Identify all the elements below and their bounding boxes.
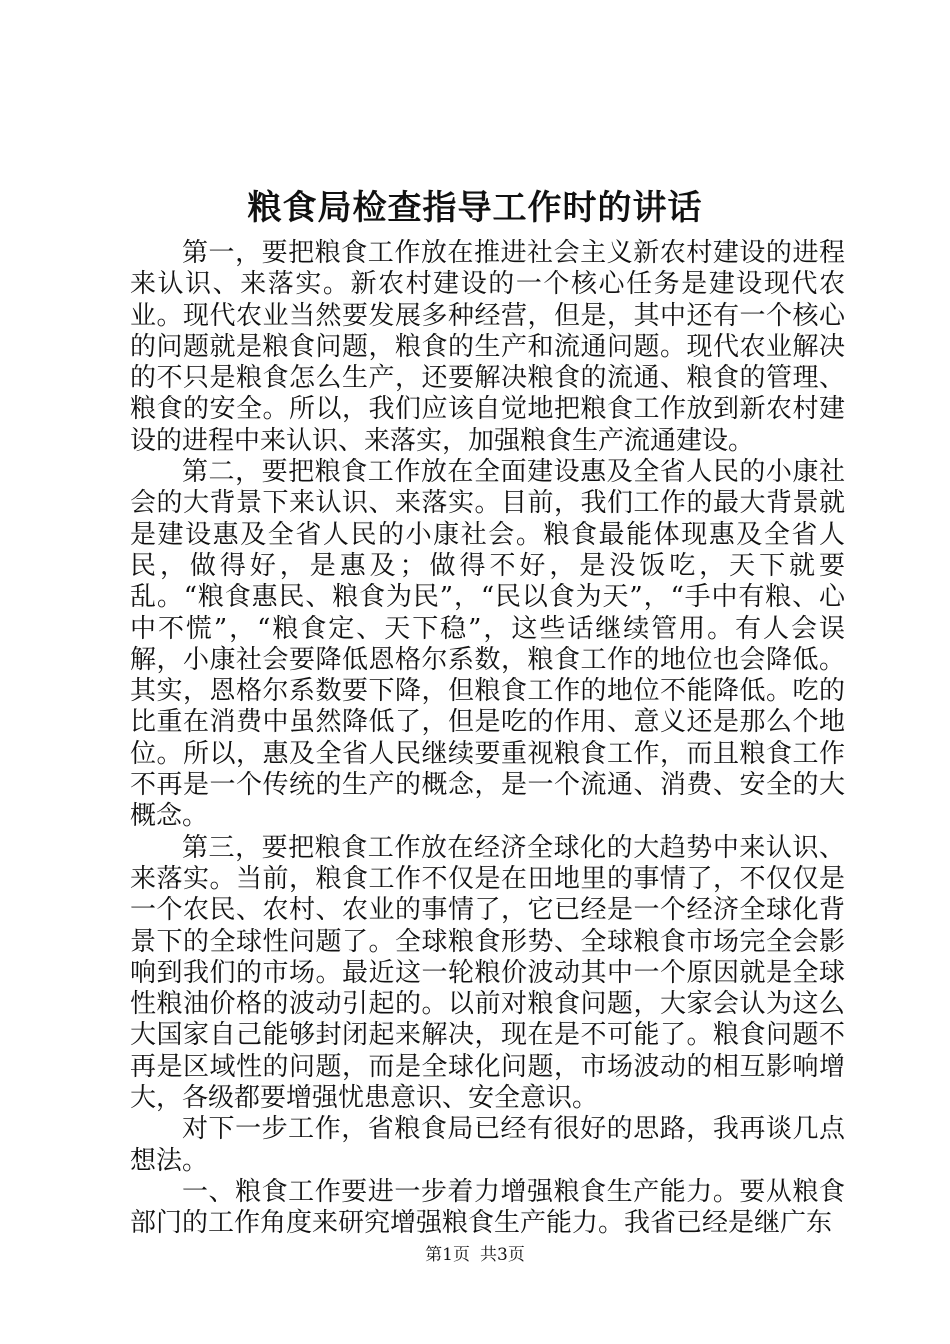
paragraph: 第二，要把粮食工作放在全面建设惠及全省人民的小康社会的大背景下来认识、来落实。目前，我们工作的最大背景就是建设惠及全省人民的小康社会。粮食最能体现惠及全省人民，做得好，是惠及；做得不好，是没饭吃，天下就要乱。“粮食惠民、粮食为民”，“民以食为天”，“手中有粮、心中不慌”，“粮食定、天下稳”，这些话继续管用。有人会误解，小康社会要降低恩格尔系数，粮食工作的地位也会降低。其实，恩格尔系数要下降，但粮食工作的地位不能降低。吃的比重在消费中虽然降低了，但是吃的作用、意义还是那么个地位。所以，惠及全省人民继续要重视粮食工作，而且粮食工作不再是一个传统的生产的概念，是一个流通、消费、安全的大概念。 xyxy=(130,457,845,832)
page-number-current: 第1页 xyxy=(425,1245,470,1265)
document-title: 粮食局检查指导工作时的讲话 xyxy=(247,188,703,228)
page-footer xyxy=(0,1244,950,1266)
paragraph: 第三，要把粮食工作放在经济全球化的大趋势中来认识、来落实。当前，粮食工作不仅是在田地里的事情了，不仅仅是一个农民、农村、农业的事情了，它已经是一个经济全球化背景下的全球性问题了。全球粮食形势、全球粮食市场完全会影响到我们的市场。最近这一轮粮价波动其中一个原因就是全球性粮油价格的波动引起的。以前对粮食问题，大家会认为这么大国家自己能够封闭起来解决，现在是不可能了。粮食问题不再是区域性的问题，而是全球化问题，市场波动的相互影响增大，各级都要增强忧患意识、安全意识。 xyxy=(130,832,845,1114)
paragraph: 一、粮食工作要进一步着力增强粮食生产能力。要从粮食部门的工作角度来研究增强粮食生产能力。我省已经是继广东 xyxy=(130,1176,845,1239)
document-body xyxy=(130,238,845,1240)
paragraph: 对下一步工作，省粮食局已经有很好的思路，我再谈几点想法。 xyxy=(130,1114,845,1176)
paragraph: 第一，要把粮食工作放在推进社会主义新农村建设的进程来认识、来落实。新农村建设的一个核心任务是建设现代农业。现代农业当然要发展多种经营，但是，其中还有一个核心的问题就是粮食问题，粮食的生产和流通问题。现代农业解决的不只是粮食怎么生产，还要解决粮食的流通、粮食的管理、粮食的安全。所以，我们应该自觉地把粮食工作放到新农村建设的进程中来认识、来落实，加强粮食生产流通建设。 xyxy=(130,238,845,456)
page-number-total: 共3页 xyxy=(480,1245,525,1265)
